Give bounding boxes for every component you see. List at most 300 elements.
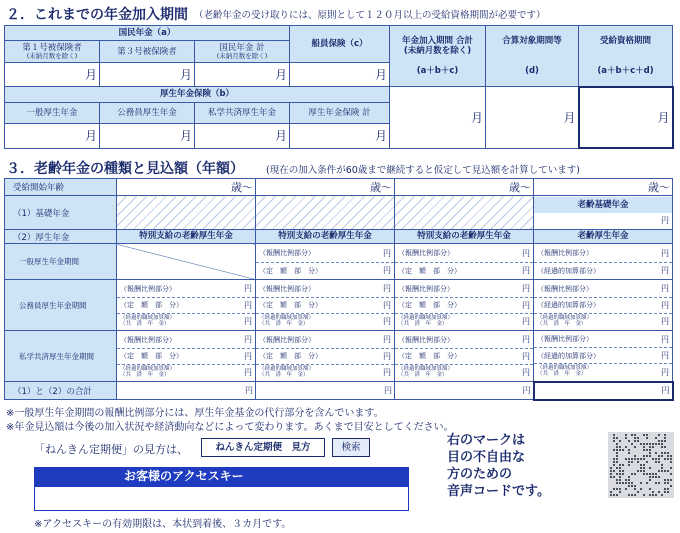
voice-code-dot	[616, 455, 618, 457]
voice-code-dot	[646, 449, 648, 451]
voice-code-dot	[667, 491, 669, 493]
col-kokumin-kei	[195, 41, 290, 63]
voice-code-icon	[608, 432, 674, 498]
voice-code-dot	[634, 458, 636, 460]
voice-code-dot	[667, 482, 669, 484]
voice-code-dot	[634, 446, 636, 448]
voice-code-dot	[670, 467, 672, 469]
pension-period-table	[4, 25, 674, 149]
value-ippan: 月	[5, 124, 100, 148]
voice-code-dot	[613, 437, 615, 439]
shigaku3-houshu: （報酬比例部分）	[398, 335, 454, 344]
col-koumuin: 公務員厚生年金	[100, 102, 195, 124]
section3-note: (現在の加入条件が60歳まで継続すると仮定して見込額を計算しています)	[266, 165, 581, 176]
voice-code-dot	[622, 470, 624, 472]
voice-code-dot	[661, 443, 663, 445]
koumuin4-keika-yen: 円	[661, 300, 669, 310]
age-label: 受給開始年齢	[5, 179, 117, 196]
voice-code-dot	[664, 446, 666, 448]
voice-line-3: 方のための	[447, 467, 513, 482]
voice-code-dot	[661, 464, 663, 466]
shigaku2-keika-a: （経過的職域加算額）	[259, 365, 315, 372]
voice-code-dot	[643, 434, 645, 436]
voice-code-dot	[634, 437, 636, 439]
voice-code-dot	[616, 443, 618, 445]
col-shigaku: 私学共済厚生年金	[195, 102, 290, 124]
search-button[interactable]: 検索	[332, 438, 370, 457]
koumuin-col2	[256, 280, 395, 331]
voice-code-dot	[646, 482, 648, 484]
koumuin4-shokuiki-b: （共 済 年 金）	[537, 320, 587, 327]
shigaku-col1	[117, 331, 256, 382]
voice-code-dot	[655, 473, 657, 475]
voice-code-dot	[655, 443, 657, 445]
voice-code-dot	[640, 467, 642, 469]
voice-code-dot	[610, 473, 612, 475]
value-dai1: 月	[5, 63, 100, 87]
voice-code-dot	[613, 434, 615, 436]
koumuin1-teigaku: （定 額 部 分）	[120, 301, 183, 309]
koumuin1-keika-b: （共 済 年 金）	[120, 320, 170, 327]
voice-code-dot	[643, 494, 645, 496]
voice-code-dot	[619, 482, 621, 484]
access-key-field	[34, 486, 409, 511]
age-col4: 歳～	[534, 179, 673, 196]
col-kokumin-kei-label: 国民年金 計	[219, 42, 265, 53]
voice-code-dot	[625, 434, 627, 436]
voice-code-dot	[619, 446, 621, 448]
voice-code-dot	[634, 440, 636, 442]
voice-code-dot	[628, 479, 630, 481]
shigaku4-houshu: （報酬比例部分）	[537, 335, 593, 344]
gassan-header	[486, 26, 579, 87]
voice-code-dot	[643, 458, 645, 460]
voice-code-dot	[655, 482, 657, 484]
voice-code-dot	[643, 455, 645, 457]
shigaku-col3	[395, 331, 534, 382]
voice-code-dot	[655, 458, 657, 460]
total-col2: 円	[256, 382, 395, 400]
voice-code-dot	[616, 458, 618, 460]
koumuin1-houshu-yen: 円	[244, 284, 252, 293]
voice-code-dot	[613, 464, 615, 466]
voice-code-dot	[619, 491, 621, 493]
voice-code-dot	[619, 467, 621, 469]
voice-code-dot	[664, 440, 666, 442]
voice-code-dot	[652, 446, 654, 448]
jukyu-header	[579, 26, 673, 87]
voice-code-dot	[658, 440, 660, 442]
voice-code-dot	[664, 458, 666, 460]
voice-code-dot	[619, 479, 621, 481]
voice-code-dot	[661, 467, 663, 469]
voice-code-dot	[625, 479, 627, 481]
voice-code-dot	[655, 452, 657, 454]
value-kokumin-kei: 月	[195, 63, 290, 87]
col-dai1-sub: (未納月数を除く)	[26, 51, 78, 60]
kiso-yen: 円	[661, 215, 669, 225]
voice-code-dot	[664, 470, 666, 472]
voice-code-dot	[637, 491, 639, 493]
koumuin2-keika	[259, 316, 314, 328]
voice-code-dot	[634, 434, 636, 436]
col-dai1-label: 第１号被保険者	[22, 42, 82, 53]
ippan4-keika: （経過的加算部分）	[537, 266, 600, 275]
total-label: （1）と（2）の合計	[5, 382, 117, 400]
voice-code-dot	[670, 473, 672, 475]
voice-code-dot	[616, 482, 618, 484]
value-senin: 月	[290, 63, 390, 87]
shigaku-label: 私学共済厚生年金期間	[5, 331, 117, 382]
koumuin2-keika-a: （経過的職域加算額）	[259, 314, 315, 321]
access-key-note: ※アクセスキーの有効期限は、本状到着後、３カ月です。	[34, 519, 292, 530]
voice-code-dot	[661, 446, 663, 448]
col-kokumin-kei-sub: (未納月数を除く)	[216, 51, 268, 60]
col-dai1	[5, 41, 100, 63]
col-ippan: 一般厚生年金	[5, 102, 100, 124]
age-col2: 歳～	[256, 179, 395, 196]
value-jukyu: 月	[579, 87, 673, 148]
voice-code-dot	[610, 476, 612, 478]
koumuin3-houshu: （報酬比例部分）	[398, 284, 454, 293]
ippan-col1-empty	[117, 244, 256, 280]
ippan-col4	[534, 244, 673, 280]
voice-code-dot	[649, 446, 651, 448]
shigaku2-teigaku-yen: 円	[383, 351, 391, 361]
ippan3-teigaku-yen: 円	[522, 266, 530, 275]
total-head-label: 年金加入期間 合計	[402, 35, 473, 46]
voice-code-dot	[610, 470, 612, 472]
koumuin4-keika: （経過的加算部分）	[537, 301, 600, 309]
voice-code-dot	[646, 437, 648, 439]
voice-code-dot	[649, 473, 651, 475]
value-kousei-kei: 月	[290, 124, 390, 148]
voice-code-dot	[631, 458, 633, 460]
voice-code-dot	[619, 473, 621, 475]
tokubetsu-head-1: 特別支給の老齢厚生年金	[117, 230, 256, 244]
total-sub-label: (未納月数を除く)	[403, 45, 472, 56]
shigaku2-houshu: （報酬比例部分）	[259, 335, 315, 344]
shigaku1-keika	[120, 367, 175, 379]
senin-header: 船員保険（c）	[290, 26, 390, 63]
shigaku4-shokuiki-yen: 円	[661, 367, 669, 377]
ippan2-houshu-yen: 円	[383, 248, 391, 258]
jukyu-formula: (a＋b＋c＋d)	[597, 66, 654, 77]
total-formula: (a＋b＋c)	[416, 66, 459, 77]
voice-code-dot	[664, 482, 666, 484]
voice-code-dot	[616, 488, 618, 490]
voice-code-dot	[634, 494, 636, 496]
voice-code-dot	[649, 455, 651, 457]
voice-code-dot	[631, 461, 633, 463]
voice-line-1: 右のマークは	[447, 433, 526, 448]
koumuin4-shokuiki	[537, 316, 592, 328]
voice-code-dot	[658, 491, 660, 493]
voice-code-dot	[634, 473, 636, 475]
voice-code-dot	[670, 461, 672, 463]
total-col4: 円	[534, 382, 673, 400]
voice-code-dot	[658, 455, 660, 457]
koumuin2-teigaku: （定 額 部 分）	[259, 301, 322, 309]
voice-code-dot	[670, 458, 672, 460]
voice-code-dot	[652, 491, 654, 493]
voice-code-dot	[622, 482, 624, 484]
value-koumuin: 月	[100, 124, 195, 148]
shigaku-col2	[256, 331, 395, 382]
shigaku3-keika-yen: 円	[522, 368, 530, 377]
voice-code-dot	[619, 449, 621, 451]
kiso-col3-hatched	[395, 196, 534, 230]
voice-code-dot	[658, 482, 660, 484]
kiso-col1-hatched	[117, 196, 256, 230]
total-col3: 円	[395, 382, 534, 400]
voice-code-dot	[664, 434, 666, 436]
rourei-kousei-head: 老齢厚生年金	[534, 230, 673, 244]
voice-code-dot	[667, 479, 669, 481]
koumuin-col3	[395, 280, 534, 331]
pension-amount-table	[4, 178, 674, 401]
koumuin-col1	[117, 280, 256, 331]
voice-code-dot	[664, 491, 666, 493]
voice-code-dot	[655, 437, 657, 439]
voice-code-dot	[661, 494, 663, 496]
voice-code-dot	[631, 494, 633, 496]
koumuin1-keika-a: （経過的職域加算額）	[120, 314, 176, 321]
ippan-label: 一般厚生年金期間	[5, 244, 117, 280]
koumuin-label: 公務員厚生年金期間	[5, 280, 117, 331]
col-kousei-kei: 厚生年金保険 計	[290, 102, 390, 124]
kiso-head: 老齢基礎年金	[534, 197, 672, 213]
voice-code-dot	[658, 458, 660, 460]
ippan-col2	[256, 244, 395, 280]
voice-code-dot	[613, 470, 615, 472]
ippan4-houshu-yen: 円	[661, 248, 669, 258]
voice-code-dot	[643, 473, 645, 475]
voice-code-dot	[667, 470, 669, 472]
col-dai3: 第３号被保険者	[100, 41, 195, 63]
voice-code-dot	[652, 458, 654, 460]
voice-code-dot	[625, 482, 627, 484]
voice-code-dot	[625, 458, 627, 460]
voice-code-dot	[643, 446, 645, 448]
ippan3-teigaku: （定 額 部 分）	[398, 266, 461, 275]
ippan2-teigaku-yen: 円	[383, 266, 391, 275]
tokubetsu-head-3: 特別支給の老齢厚生年金	[395, 230, 534, 244]
voice-code-dot	[616, 467, 618, 469]
voice-code-dot	[655, 494, 657, 496]
koumuin2-keika-b: （共 済 年 金）	[259, 320, 309, 327]
shigaku4-keika: （経過的加算部分）	[537, 351, 600, 360]
voice-code-dot	[628, 440, 630, 442]
gassan-d-label: (d)	[525, 66, 539, 77]
gassan-label: 合算対象期間等	[502, 35, 562, 46]
voice-code-dot	[658, 443, 660, 445]
lookup-search-box[interactable]: ねんきん定期便 見方	[201, 438, 325, 457]
koumuin4-shokuiki-yen: 円	[661, 317, 669, 326]
voice-code-text	[447, 432, 550, 500]
voice-code-dot	[646, 443, 648, 445]
koumuin4-houshu-yen: 円	[661, 284, 669, 293]
shigaku2-keika-b: （共 済 年 金）	[259, 371, 309, 378]
ippan-col3	[395, 244, 534, 280]
voice-code-dot	[628, 476, 630, 478]
lookup-label: 「ねんきん定期便」の見方は、	[34, 443, 188, 456]
koumuin2-teigaku-yen: 円	[383, 300, 391, 310]
shigaku4-shokuiki-b: （共 済 年 金）	[537, 371, 587, 378]
voice-code-dot	[616, 479, 618, 481]
voice-code-dot	[667, 458, 669, 460]
shigaku1-keika-a: （経過的職域加算額）	[120, 365, 176, 372]
shigaku2-teigaku: （定 額 部 分）	[259, 352, 322, 360]
voice-code-dot	[610, 491, 612, 493]
value-gassan: 月	[486, 87, 579, 148]
total-header	[390, 26, 486, 87]
shigaku3-teigaku: （定 額 部 分）	[398, 352, 461, 360]
voice-code-dot	[619, 488, 621, 490]
voice-code-dot	[658, 476, 660, 478]
koumuin3-keika-b: （共 済 年 金）	[398, 320, 448, 327]
voice-code-dot	[610, 494, 612, 496]
shigaku3-teigaku-yen: 円	[522, 351, 530, 361]
voice-code-dot	[643, 470, 645, 472]
voice-code-dot	[667, 488, 669, 490]
koumuin3-houshu-yen: 円	[522, 284, 530, 293]
voice-code-dot	[634, 455, 636, 457]
voice-code-dot	[640, 488, 642, 490]
voice-code-dot	[622, 449, 624, 451]
section3-title: ３．老齢年金の種類と見込額（年額）	[6, 161, 244, 177]
voice-code-dot	[643, 467, 645, 469]
voice-code-dot	[628, 452, 630, 454]
voice-code-dot	[613, 449, 615, 451]
voice-code-dot	[610, 467, 612, 469]
voice-code-dot	[649, 449, 651, 451]
kousei-label: （2）厚生年金	[5, 230, 117, 244]
voice-code-dot	[616, 437, 618, 439]
voice-code-dot	[619, 464, 621, 466]
voice-code-dot	[655, 461, 657, 463]
voice-code-dot	[619, 470, 621, 472]
voice-code-dot	[637, 470, 639, 472]
voice-code-dot	[631, 482, 633, 484]
tokubetsu-head-2: 特別支給の老齢厚生年金	[256, 230, 395, 244]
shigaku2-houshu-yen: 円	[383, 335, 391, 344]
value-dai3: 月	[100, 63, 195, 87]
shigaku1-keika-b: （共 済 年 金）	[120, 371, 170, 378]
voice-code-dot	[631, 485, 633, 487]
ippan4-keika-yen: 円	[661, 266, 669, 275]
shigaku3-keika	[398, 367, 453, 379]
kousei-header: 厚生年金保険（b）	[5, 87, 390, 102]
voice-code-dot	[649, 479, 651, 481]
voice-code-dot	[613, 494, 615, 496]
voice-code-dot	[670, 479, 672, 481]
koumuin3-keika-yen: 円	[522, 317, 530, 326]
voice-code-dot	[616, 461, 618, 463]
voice-code-dot	[661, 470, 663, 472]
koumuin3-keika	[398, 316, 453, 328]
voice-code-dot	[652, 476, 654, 478]
age-col3: 歳～	[395, 179, 534, 196]
voice-code-dot	[619, 476, 621, 478]
voice-code-dot	[658, 434, 660, 436]
voice-code-dot	[622, 473, 624, 475]
voice-code-dot	[616, 494, 618, 496]
voice-code-dot	[661, 440, 663, 442]
voice-line-4: 音声コードです。	[447, 484, 550, 499]
voice-code-dot	[646, 461, 648, 463]
shigaku4-houshu-yen: 円	[661, 334, 669, 344]
shigaku1-houshu-yen: 円	[244, 335, 252, 344]
voice-code-dot	[613, 440, 615, 442]
koumuin3-keika-a: （経過的職域加算額）	[398, 314, 454, 321]
koumuin1-keika	[120, 316, 175, 328]
voice-line-2: 目の不自由な	[447, 450, 526, 465]
ippan2-teigaku: （定 額 部 分）	[259, 266, 322, 275]
voice-code-dot	[628, 464, 630, 466]
koumuin1-houshu: （報酬比例部分）	[120, 284, 176, 293]
voice-code-dot	[649, 452, 651, 454]
voice-code-dot	[649, 443, 651, 445]
voice-code-dot	[613, 476, 615, 478]
shigaku1-keika-yen: 円	[244, 368, 252, 377]
voice-code-dot	[637, 461, 639, 463]
voice-code-dot	[667, 455, 669, 457]
shigaku3-keika-b: （共 済 年 金）	[398, 371, 448, 378]
koumuin1-keika-yen: 円	[244, 317, 252, 326]
voice-code-dot	[646, 434, 648, 436]
voice-code-dot	[631, 434, 633, 436]
footnote-1: ※一般厚生年金期間の報酬比例部分には、厚生年金基金の代行部分を含んでいます。	[6, 408, 384, 419]
value-total: 月	[390, 87, 486, 148]
section2-note: （老齢年金の受け取りには、原則として１２０月以上の受給資格期間が必要です）	[194, 10, 546, 21]
voice-code-dot	[652, 473, 654, 475]
voice-code-dot	[634, 485, 636, 487]
shigaku3-houshu-yen: 円	[522, 335, 530, 344]
ippan4-houshu: （報酬比例部分）	[537, 249, 593, 257]
koumuin2-keika-yen: 円	[383, 317, 391, 326]
kiso-col4	[534, 196, 673, 230]
shigaku1-teigaku-yen: 円	[244, 351, 252, 361]
voice-code-dot	[640, 470, 642, 472]
voice-code-dot	[667, 452, 669, 454]
voice-code-dot	[664, 479, 666, 481]
voice-code-dot	[640, 458, 642, 460]
voice-code-dot	[613, 488, 615, 490]
value-shigaku: 月	[195, 124, 290, 148]
voice-code-dot	[649, 494, 651, 496]
voice-code-dot	[631, 473, 633, 475]
voice-code-dot	[634, 488, 636, 490]
voice-code-dot	[616, 449, 618, 451]
voice-code-dot	[658, 470, 660, 472]
voice-code-dot	[649, 476, 651, 478]
voice-code-dot	[658, 461, 660, 463]
access-key-title: お客様のアクセスキー	[34, 467, 409, 486]
voice-code-dot	[652, 443, 654, 445]
voice-code-dot	[613, 458, 615, 460]
voice-code-dot	[625, 488, 627, 490]
koumuin4-houshu: （報酬比例部分）	[537, 284, 593, 293]
koumuin1-teigaku-yen: 円	[244, 300, 252, 310]
voice-code-dot	[640, 464, 642, 466]
voice-code-dot	[643, 449, 645, 451]
kiso-col2-hatched	[256, 196, 395, 230]
voice-code-dot	[631, 443, 633, 445]
ippan3-houshu: （報酬比例部分）	[398, 249, 454, 257]
voice-code-dot	[640, 443, 642, 445]
shigaku-col4	[534, 331, 673, 382]
